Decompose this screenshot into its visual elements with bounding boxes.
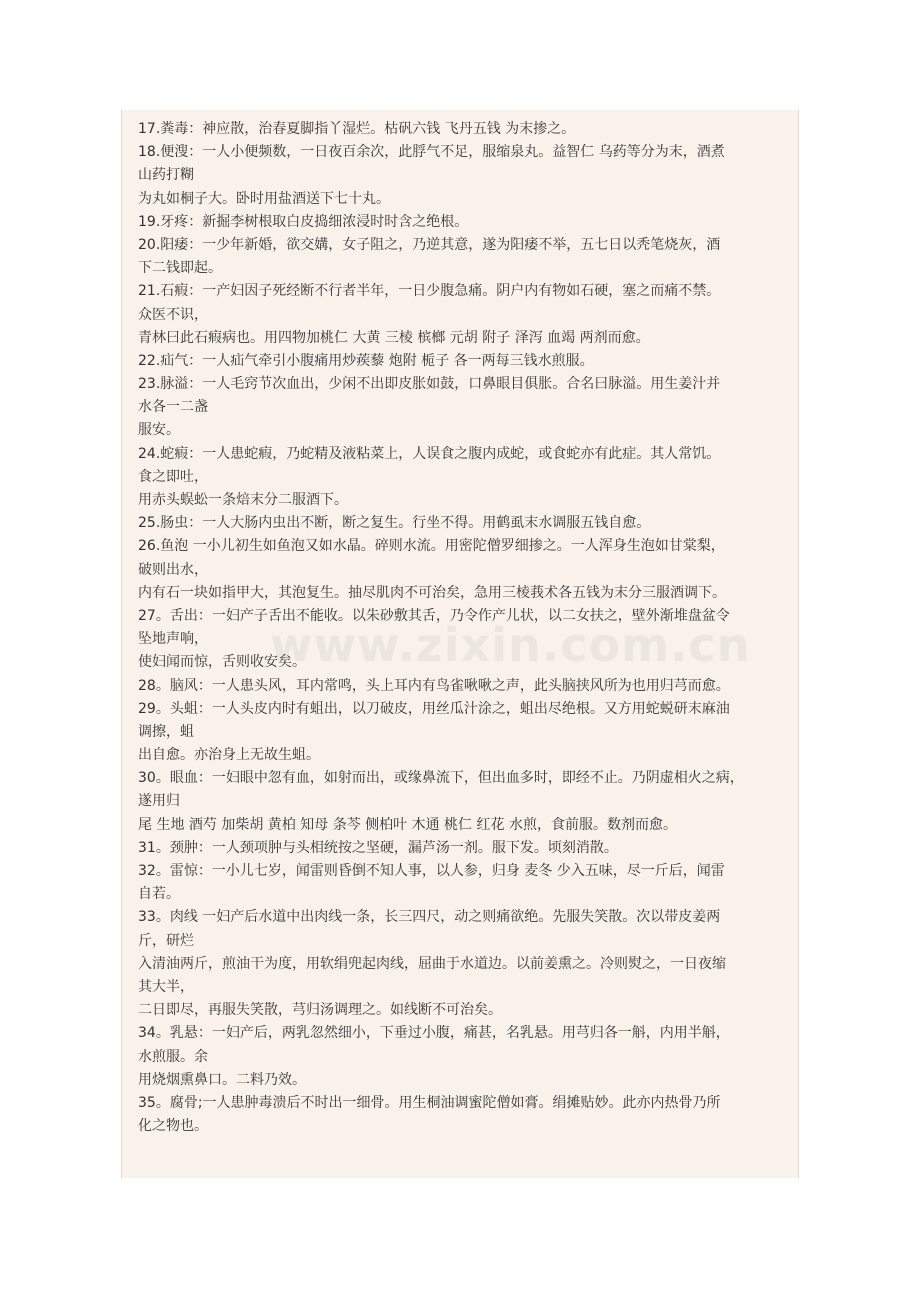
text-line: 其大半，: [138, 978, 194, 995]
text-line: 破则出水，: [138, 561, 208, 578]
text-line: 食之即吐，: [138, 468, 208, 485]
text-line: 下二钱即起。: [138, 260, 222, 277]
text-line: 32。雷惊：一小儿七岁，闻雷则昏倒不知人事，以人参，归身 麦冬 少入五味，尽一斤后，闻雷: [138, 863, 725, 879]
text-line: 35。腐骨;一人患肿毒溃后不时出一细骨。用生桐油调蜜陀僧如膏。绢摊贴妙。此亦内热骨乃所: [138, 1094, 721, 1111]
text-line: 水各一二盏: [138, 399, 208, 416]
text-line: 22.疝气：一人疝气牵引小腹痛用炒蒺藜 炮附 栀子 各一两每三钱水煎服。: [138, 352, 594, 369]
text-line: 内有石一块如指甲大，其泡复生。抽尽肌肉不可治矣，急用三棱莪术各五钱为末分三服酒调下。: [138, 584, 726, 601]
text-line: 坠地声响，: [138, 631, 208, 648]
text-line: 众医不识，: [138, 306, 208, 323]
text-line: 为丸如桐子大。卧时用盐酒送下七十丸。: [138, 190, 390, 207]
text-line: 使妇闻而惊，舌则收安矣。: [138, 654, 306, 671]
text-line: 水煎服。余: [138, 1048, 208, 1065]
text-line: 遂用归: [138, 793, 180, 810]
text-line: 调擦，蛆: [138, 723, 194, 740]
text-line: 尾 生地 酒芍 加柴胡 黄柏 知母 条芩 侧柏叶 木通 桃仁 红花 水煎，食前服。数剂而愈。: [138, 816, 677, 833]
text-line: 化之物也。: [138, 1118, 208, 1135]
text-line: 17.粪毒：神应散，治春夏脚指丫湿烂。枯矾六钱 飞丹五钱 为末掺之。: [138, 121, 576, 137]
text-line: 26.鱼泡 一小儿初生如鱼泡又如水晶。碎则水流。用密陀僧罗细掺之。一人浑身生泡如甘棠梨，: [138, 538, 725, 555]
text-line: 18.便溲：一人小便频数，一日夜百余次，此脬气不足，服缩泉丸。益智仁 乌药等分为末，酒煮: [138, 144, 725, 161]
text-line: 自若。: [138, 886, 180, 903]
text-line: 斤，研烂: [138, 932, 194, 949]
text-line: 30。眼血：一妇眼中忽有血，如射而出，或缘鼻流下，但出血多时，即经不止。乃阴虚相火之病，: [138, 770, 744, 787]
text-line: 19.牙疼：新掘李树根取白皮捣细浓浸时时含之绝根。: [138, 213, 469, 230]
text-line: 用烧烟熏鼻口。二料乃效。: [138, 1071, 306, 1088]
text-line: 入清油两斤，煎油干为度，用软绢兜起肉线，屈曲于水道边。以前姜熏之。冷则熨之，一日夜缩: [138, 955, 726, 972]
document-text: [138, 118, 793, 1138]
text-line: 23.脉溢：一人毛窍节次血出，少闲不出即皮胀如鼓，口鼻眼目俱胀。合名曰脉溢。用生姜汁并: [138, 376, 721, 393]
text-line: 二日即尽，再服失笑散，芎归汤调理之。如线断不可治矣。: [138, 1002, 502, 1019]
text-line: 29。头蛆：一人头皮内时有蛆出，以刀破皮，用丝瓜汁涂之，蛆出尽绝根。又方用蛇蜕研末麻油: [138, 700, 730, 717]
text-line: 山药打糊: [138, 167, 194, 184]
text-line: 用赤头蜈蚣一条焙末分二服酒下。: [138, 492, 348, 508]
text-line: 25.肠虫：一人大肠内虫出不断，断之复生。行坐不得。用鹤虱末水调服五钱自愈。: [138, 515, 651, 532]
text-line: 24.蛇瘕：一人患蛇瘕，乃蛇精及液粘菜上，人误食之腹内成蛇，或食蛇亦有此症。其人常饥。: [138, 445, 721, 462]
text-line: 34。乳悬：一妇产后，两乳忽然细小，下垂过小腹，痛甚，名乳悬。用芎归各一斛，内用半斛，: [138, 1025, 730, 1042]
text-line: 31。颈肿：一人颈项肿与头相统按之坚硬，漏芦汤一剂。服下发。顷刻消散。: [138, 839, 618, 856]
text-line: 20.阳痿：一少年新婚，欲交媾，女子阻之，乃逆其意，遂为阳痿不举，五七日以秃笔烧灰，酒: [138, 236, 721, 253]
text-line: 28。脑风：一人患头风，耳内常鸣，头上耳内有鸟雀啾啾之声，此头脑挟风所为也用归芎而愈。: [138, 677, 730, 694]
text-line: 青林曰此石瘕病也。用四物加桃仁 大黄 三棱 槟榔 元胡 附子 泽泻 血竭 两剂而愈。: [138, 329, 650, 346]
text-line: 27。舌出：一妇产子舌出不能收。以朱砂敷其舌，乃令作产儿状，以二女扶之，壁外渐堆盘盆令: [138, 607, 730, 624]
text-line: 出自愈。亦治身上无故生蛆。: [138, 747, 320, 764]
text-line: 33。肉线 一妇产后水道中出肉线一条，长三四尺，动之则痛欲绝。先服失笑散。次以带皮姜两: [138, 909, 721, 926]
text-line: 服安。: [138, 422, 180, 439]
text-line: 21.石瘕：一产妇因子死经断不行者半年，一日少腹急痛。阴户内有物如石硬，塞之而痛不禁。: [138, 283, 721, 300]
